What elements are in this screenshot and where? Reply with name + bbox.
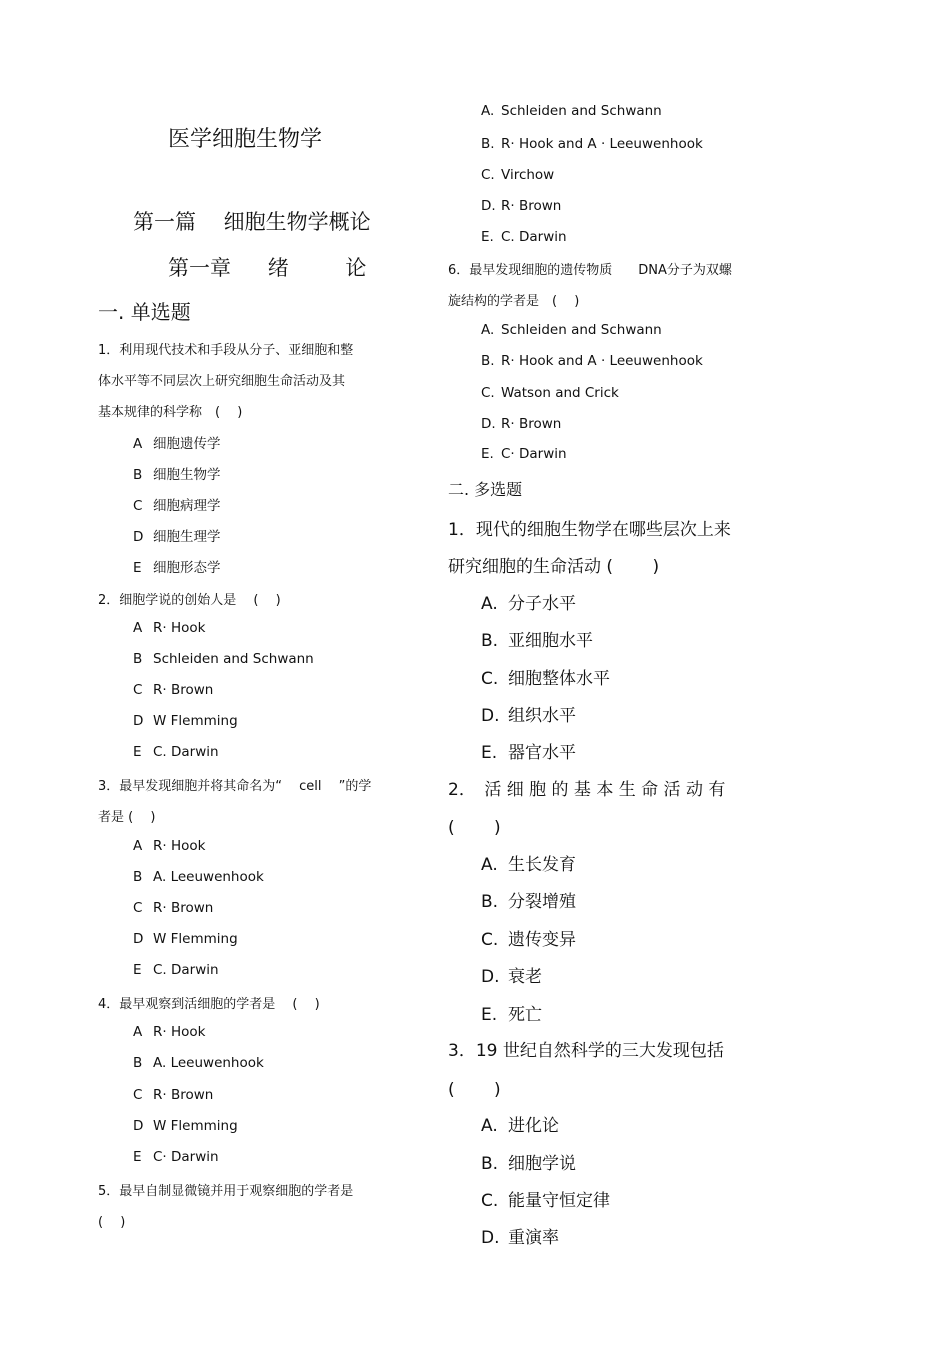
option-text: R· Brown: [153, 682, 214, 698]
option-text: W Flemming: [153, 1118, 238, 1134]
option-text: 死亡: [508, 1005, 542, 1025]
question-text-q6: 旋结构的学者是 ( ): [448, 294, 580, 309]
option-m1: [481, 589, 576, 614]
option-q5: [481, 136, 703, 152]
question-text-m3: ( ): [448, 1080, 501, 1100]
option-text: 细胞生理学: [153, 529, 221, 545]
option-text: 组织水平: [508, 706, 576, 726]
option-text: 衰老: [508, 967, 542, 987]
option-q2: [133, 744, 219, 760]
option-letter: E.: [481, 446, 494, 462]
option-q4: [133, 1087, 213, 1103]
option-text: 细胞学说: [508, 1154, 576, 1174]
section-heading-multi-choice: 二. 多选题: [448, 480, 523, 499]
option-letter: C.: [481, 385, 495, 401]
option-letter: C: [133, 1087, 143, 1103]
option-text: 亚细胞水平: [508, 631, 593, 651]
option-letter: E: [133, 962, 142, 978]
option-letter: C: [133, 498, 143, 514]
option-letter: E: [133, 1149, 142, 1165]
option-text: Schleiden and Schwann: [501, 322, 662, 338]
option-text: Virchow: [501, 167, 555, 183]
option-text: Schleiden and Schwann: [153, 651, 314, 667]
option-q6: [481, 385, 619, 401]
option-text: 器官水平: [508, 743, 576, 763]
option-q2: [133, 620, 205, 636]
option-text: C· Darwin: [501, 446, 567, 462]
option-letter: A.: [481, 322, 495, 338]
question-text-m1: 研究细胞的生命活动 ( ): [448, 557, 660, 577]
option-text: 细胞形态学: [153, 560, 221, 576]
option-text: R· Hook and A · Leeuwenhook: [501, 353, 703, 369]
option-letter: D: [133, 931, 144, 947]
option-q5: [481, 167, 554, 183]
option-letter: D: [133, 529, 144, 545]
option-text: 能量守恒定律: [508, 1191, 610, 1211]
option-letter: A: [133, 436, 143, 452]
option-text: C. Darwin: [501, 229, 567, 245]
option-text: 生长发育: [508, 855, 576, 875]
option-letter: A.: [481, 103, 495, 119]
option-text: 细胞整体水平: [508, 669, 610, 689]
option-letter: D.: [481, 416, 496, 432]
option-m2: [481, 887, 576, 912]
option-letter: D.: [481, 1228, 500, 1248]
option-q6: [481, 416, 561, 432]
question-text-q2: 2．细胞学说的创始人是 ( ): [98, 593, 281, 608]
option-letter: B: [133, 651, 143, 667]
option-m1: [481, 738, 576, 763]
option-letter: D: [133, 1118, 144, 1134]
option-q6: [481, 322, 662, 338]
option-q3: [133, 900, 213, 916]
question-text-m3: 3．19 世纪自然科学的三大发现包括: [448, 1041, 724, 1061]
option-q4: [133, 1149, 219, 1165]
option-q1: [133, 463, 221, 483]
option-text: 细胞生物学: [153, 467, 221, 483]
option-letter: B: [133, 1055, 143, 1071]
question-text-q5: 5．最早自制显微镜并用于观察细胞的学者是: [98, 1184, 354, 1199]
chapter-char-2: 论: [345, 256, 367, 280]
option-text: R· Hook: [153, 620, 206, 636]
option-letter: B.: [481, 1154, 499, 1174]
option-q5: [481, 103, 662, 119]
option-letter: A.: [481, 855, 498, 875]
option-m3: [481, 1111, 559, 1136]
option-letter: B.: [481, 353, 495, 369]
option-text: W Flemming: [153, 713, 238, 729]
option-letter: A: [133, 1024, 143, 1040]
option-m3: [481, 1223, 559, 1248]
option-letter: C.: [481, 669, 499, 689]
option-letter: C: [133, 900, 143, 916]
option-text: R· Brown: [153, 900, 214, 916]
option-letter: A: [133, 620, 143, 636]
option-q6: [481, 446, 567, 462]
option-m1: [481, 626, 593, 651]
option-letter: A.: [481, 1116, 498, 1136]
option-text: 分裂增殖: [508, 892, 576, 912]
option-m2: [481, 850, 576, 875]
option-letter: C.: [481, 930, 499, 950]
option-q2: [133, 682, 213, 698]
section-heading-single-choice: 一. 单选题: [98, 300, 191, 324]
option-letter: C.: [481, 1191, 499, 1211]
option-letter: A.: [481, 594, 498, 614]
question-text-q1: 体水平等不同层次上研究细胞生命活动及其: [98, 374, 346, 389]
chapter-number: 第一章: [168, 256, 231, 280]
option-text: C. Darwin: [153, 962, 219, 978]
option-letter: E: [133, 560, 142, 576]
option-letter: D.: [481, 967, 500, 987]
option-letter: D: [133, 713, 144, 729]
option-text: R· Hook: [153, 1024, 206, 1040]
option-q1: [133, 556, 221, 576]
option-letter: B: [133, 467, 143, 483]
option-q4: [133, 1024, 205, 1040]
option-m3: [481, 1186, 610, 1211]
option-letter: B: [133, 869, 143, 885]
option-letter: E.: [481, 1005, 498, 1025]
option-text: R· Brown: [153, 1087, 214, 1103]
chapter-title: [168, 252, 366, 282]
option-q1: [133, 494, 221, 514]
option-q1: [133, 432, 221, 452]
question-text-m2: 2． 活 细 胞 的 基 本 生 命 活 动 有: [448, 780, 726, 800]
option-q3: [133, 962, 219, 978]
option-m2: [481, 925, 576, 950]
question-text-q3: 者是 ( ): [98, 810, 156, 825]
question-text-m1: 1．现代的细胞生物学在哪些层次上来: [448, 520, 731, 540]
option-text: R· Brown: [501, 416, 562, 432]
option-text: Schleiden and Schwann: [501, 103, 662, 119]
option-letter: E: [133, 744, 142, 760]
option-q1: [133, 525, 221, 545]
option-letter: D.: [481, 706, 500, 726]
option-text: A. Leeuwenhook: [153, 869, 264, 885]
option-q4: [133, 1055, 264, 1071]
option-m1: [481, 664, 610, 689]
option-q3: [133, 869, 264, 885]
option-m2: [481, 962, 542, 987]
option-text: 进化论: [508, 1116, 559, 1136]
option-text: A. Leeuwenhook: [153, 1055, 264, 1071]
option-text: C· Darwin: [153, 1149, 219, 1165]
option-letter: A: [133, 838, 143, 854]
question-text-m2: ( ): [448, 818, 501, 838]
option-text: C. Darwin: [153, 744, 219, 760]
option-letter: C.: [481, 167, 495, 183]
question-text-q6: 6．最早发现细胞的遗传物质 DNA分子为双螺: [448, 263, 732, 278]
option-letter: B.: [481, 136, 495, 152]
option-text: 重演率: [508, 1228, 559, 1248]
option-text: 分子水平: [508, 594, 576, 614]
option-q5: [481, 229, 567, 245]
option-text: 细胞遗传学: [153, 436, 221, 452]
option-m2: [481, 1000, 542, 1025]
part-title: 第一篇 细胞生物学概论: [133, 210, 371, 234]
option-text: R· Brown: [501, 198, 562, 214]
option-q2: [133, 713, 238, 729]
option-text: R· Hook and A · Leeuwenhook: [501, 136, 703, 152]
option-m1: [481, 701, 576, 726]
question-text-q3: 3．最早发现细胞并将其命名为“ cell ”的学: [98, 779, 372, 794]
option-letter: E.: [481, 743, 498, 763]
option-m3: [481, 1149, 576, 1174]
question-text-q5: ( ): [98, 1215, 126, 1230]
option-letter: E.: [481, 229, 494, 245]
option-letter: D.: [481, 198, 496, 214]
option-q3: [133, 931, 238, 947]
document-title: 医学细胞生物学: [168, 127, 323, 152]
option-letter: C: [133, 682, 143, 698]
question-text-q4: 4．最早观察到活细胞的学者是 ( ): [98, 997, 320, 1012]
option-q4: [133, 1118, 238, 1134]
option-letter: B.: [481, 892, 499, 912]
option-q5: [481, 198, 561, 214]
option-text: W Flemming: [153, 931, 238, 947]
option-text: 细胞病理学: [153, 498, 221, 514]
option-q3: [133, 838, 205, 854]
question-text-q1: 1．利用现代技术和手段从分子、亚细胞和整: [98, 343, 354, 358]
option-q6: [481, 353, 703, 369]
option-text: 遗传变异: [508, 930, 576, 950]
option-text: Watson and Crick: [501, 385, 619, 401]
option-text: R· Hook: [153, 838, 206, 854]
chapter-char-1: 绪: [267, 256, 289, 280]
option-q2: [133, 651, 314, 667]
question-text-q1: 基本规律的科学称 ( ): [98, 405, 243, 420]
option-letter: B.: [481, 631, 499, 651]
